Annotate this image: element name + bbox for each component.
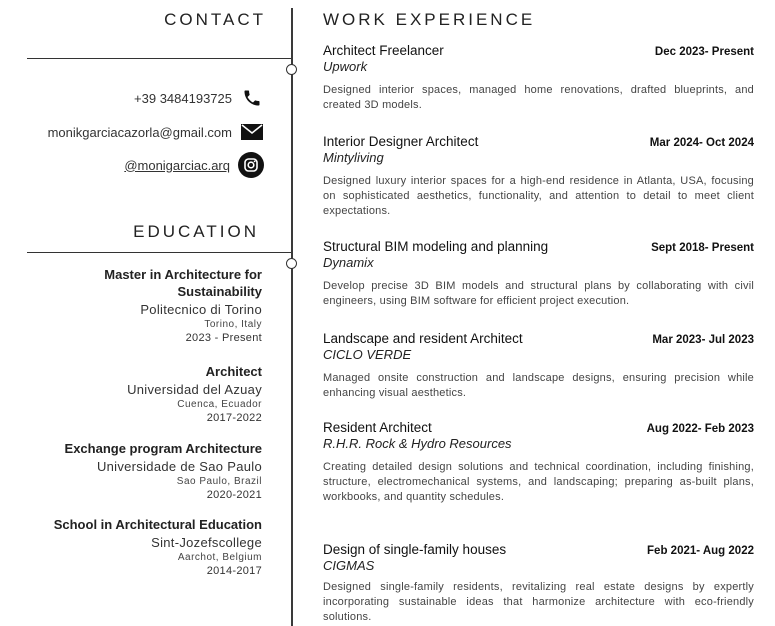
job-date: Mar 2023- Jul 2023 [652,334,754,346]
education-item [22,363,262,424]
education-degree: School in Architectural Education [53,517,262,532]
job-title: Resident Architect [323,420,432,435]
job-company: R.H.R. Rock & Hydro Resources [323,436,512,451]
education-location: Cuenca, Ecuador [177,399,262,410]
email-address[interactable]: monikgarciacazorla@gmail.com [47,124,232,140]
mail-icon [240,120,264,144]
job-title: Interior Designer Architect [323,134,479,149]
job-company: CIGMAS [323,558,375,573]
education-rule [27,252,291,253]
job-title: Landscape and resident Architect [323,331,523,346]
education-degree: Master in Architecture for Sustainability [104,267,262,299]
education-years: 2017-2022 [206,412,262,424]
job-entry [323,542,754,625]
job-date: Aug 2022- Feb 2023 [646,423,754,435]
contact-heading: CONTACT [164,10,266,29]
job-company: Upwork [323,59,368,74]
instagram-icon [238,152,264,178]
timeline-divider [291,8,293,626]
education-item [62,266,262,344]
phone-number[interactable]: +39 3484193725 [134,90,232,106]
job-title: Design of single-family houses [323,542,507,557]
contact-rule [27,58,291,59]
job-description: Designed single-family residents, revitalizing real estate designs by expertly incorporating sustainable ideas that harmonize architecture with eco-friendly solutions. [323,581,754,623]
education-years: 2020-2021 [206,489,262,501]
email-row [48,120,264,144]
education-location: Aarchot, Belgium [177,552,262,563]
education-institution: Universidad del Azuay [127,382,262,397]
job-description: Designed interior spaces, managed home renovations, drafted blueprints, and created 3D models. [323,84,754,111]
education-degree: Exchange program Architecture [64,441,262,456]
phone-row [134,86,264,110]
education-location: Sao Paulo, Brazil [176,476,262,487]
work-experience-heading: WORK EXPERIENCE [323,10,536,29]
education-item [22,440,262,501]
job-title: Architect Freelancer [323,43,444,58]
education-institution: Sint-Jozefscollege [151,535,262,550]
job-date: Sept 2018- Present [651,242,754,254]
job-date: Feb 2021- Aug 2022 [647,545,754,557]
job-date: Dec 2023- Present [654,46,754,58]
job-company: Mintyliving [323,150,384,165]
job-date: Mar 2024- Oct 2024 [649,137,754,149]
job-title: Structural BIM modeling and planning [323,239,549,254]
education-years: 2023 - Present [185,332,262,344]
job-description: Creating detailed design solutions and technical coordination, including finishing, structure, electromechanical systems, and landscaping; preparing as-built plans, workbooks, and quantity schedules. [323,461,754,503]
job-entry [323,331,754,401]
instagram-handle[interactable]: @monigarciac.arq [124,157,230,173]
phone-icon [240,86,264,110]
job-company: CICLO VERDE [323,347,412,362]
education-timeline-node [286,258,297,269]
instagram-row [124,152,264,178]
job-entry [323,239,754,309]
education-heading: EDUCATION [133,222,259,241]
job-company: Dynamix [323,255,374,270]
job-description: Designed luxury interior spaces for a high-end residence in Atlanta, USA, focusing on sophisticated aesthetics, functionality, and attention to detail to meet client expectations. [323,175,754,217]
education-item [12,516,262,577]
contact-timeline-node [286,64,297,75]
job-entry [323,134,754,219]
job-description: Managed onsite construction and landscape designs, ensuring precision while enhancing visual aesthetics. [323,372,754,399]
job-entry [323,43,754,113]
education-location: Torino, Italy [204,319,262,330]
education-years: 2014-2017 [206,565,262,577]
job-entry [323,420,754,505]
education-institution: Universidade de Sao Paulo [96,459,262,474]
job-description: Develop precise 3D BIM models and structural plans by collaborating with civil engineers, using BIM software for efficient project execution. [323,280,754,307]
education-institution: Politecnico di Torino [140,302,262,317]
education-degree: Architect [205,364,262,379]
